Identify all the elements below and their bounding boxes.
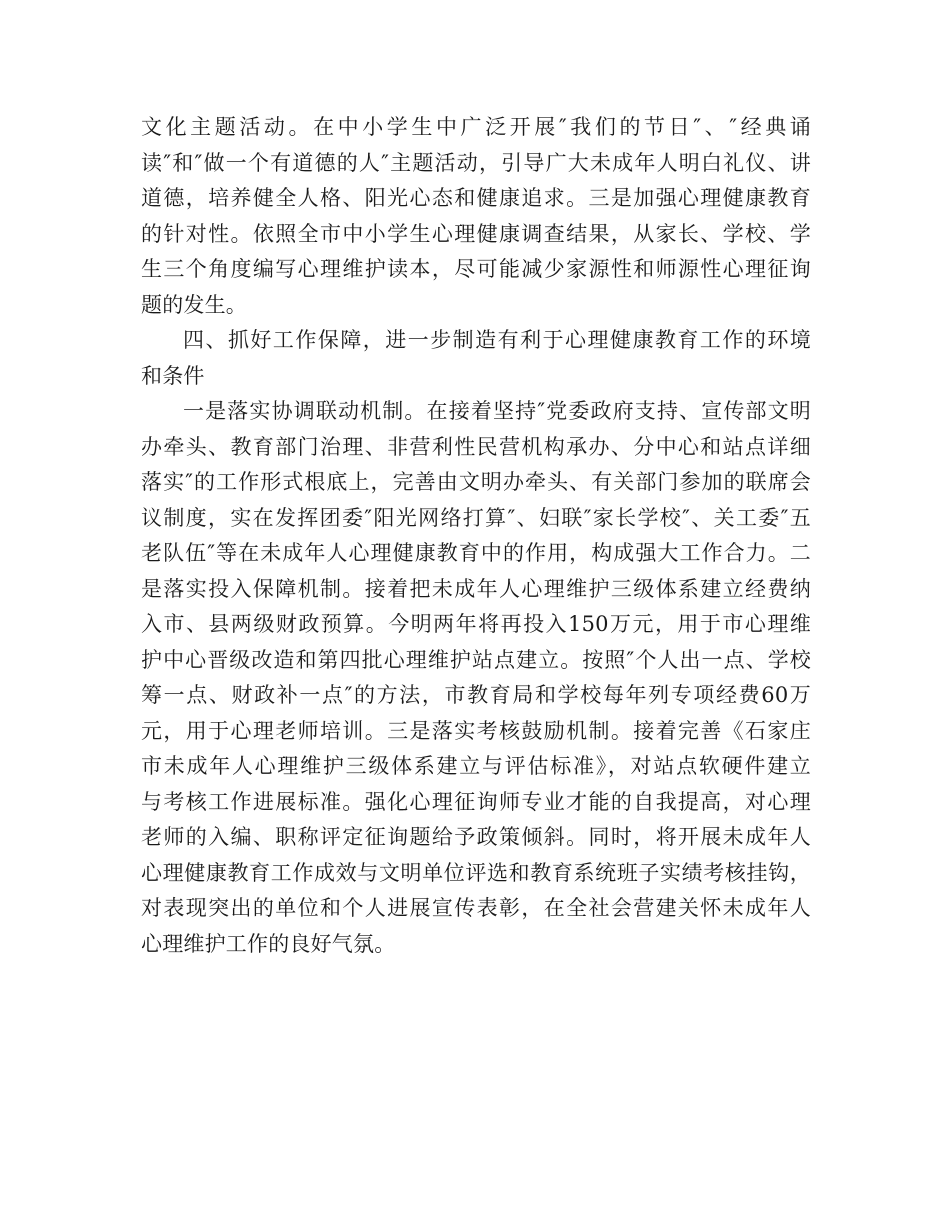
text-line: 心理维护工作的良好气氛。 bbox=[141, 931, 396, 956]
text-line: 与考核工作进展标准。强化心理征询师专业才能的自我提高，对心理 bbox=[141, 789, 811, 814]
text-line: 一是落实协调联动机制。在接着坚持″党委政府支持、宣传部文明 bbox=[183, 399, 811, 423]
text-line: 老队伍″等在未成年人心理健康教育中的作用，构成强大工作合力。二 bbox=[141, 541, 811, 565]
text-line: 筹一点、财政补一点″的方法，市教育局和学校每年列专项经费60万 bbox=[141, 683, 811, 707]
text-line: 护中心晋级改造和第四批心理维护站点建立。按照″个人出一点、学校 bbox=[141, 647, 811, 672]
text-line: 读″和″做一个有道德的人″主题活动，引导广大未成年人明白礼仪、讲 bbox=[141, 150, 811, 175]
text-line: 老师的入编、职称评定征询题给予政策倾斜。同时，将开展未成年人 bbox=[141, 825, 811, 849]
text-line: 落实″的工作形式根底上，完善由文明办牵头、有关部门参加的联席会 bbox=[141, 470, 811, 494]
text-line: 文化主题活动。在中小学生中广泛开展″我们的节日″、″经典诵 bbox=[141, 115, 811, 139]
text-line: 是落实投入保障机制。接着把未成年人心理维护三级体系建立经费纳 bbox=[141, 576, 811, 601]
text-line: 和条件 bbox=[141, 363, 205, 388]
text-line: 四、抓好工作保障，进一步制造有利于心理健康教育工作的环境 bbox=[183, 328, 811, 352]
text-line: 办牵头、教育部门治理、非营利性民营机构承办、分中心和站点详细 bbox=[141, 434, 811, 459]
text-line: 市未成年人心理维护三级体系建立与评估标准》，对站点软硬件建立 bbox=[141, 754, 811, 778]
text-line: 入市、县两级财政预算。今明两年将再投入150万元，用于市心理维 bbox=[141, 612, 811, 636]
body-text bbox=[141, 110, 811, 962]
text-line: 对表现突出的单位和个人进展宣传表彰，在全社会营建关怀未成年人 bbox=[141, 896, 811, 920]
text-line: 议制度，实在发挥团委″阳光网络打算″、妇联″家长学校″、关工委″五 bbox=[141, 505, 811, 530]
text-line: 心理健康教育工作成效与文明单位评选和教育系统班子实绩考核挂钩， bbox=[141, 860, 811, 885]
text-line: 的针对性。依照全市中小学生心理健康调查结果，从家长、学校、学 bbox=[141, 221, 811, 246]
text-line: 生三个角度编写心理维护读本，尽可能减少家源性和师源性心理征询 bbox=[141, 257, 811, 281]
text-line: 题的发生。 bbox=[141, 292, 247, 317]
text-line: 元，用于心理老师培训。三是落实考核鼓励机制。接着完善《石家庄 bbox=[141, 718, 811, 743]
text-line: 道德，培养健全人格、阳光心态和健康追求。三是加强心理健康教育 bbox=[141, 186, 811, 210]
